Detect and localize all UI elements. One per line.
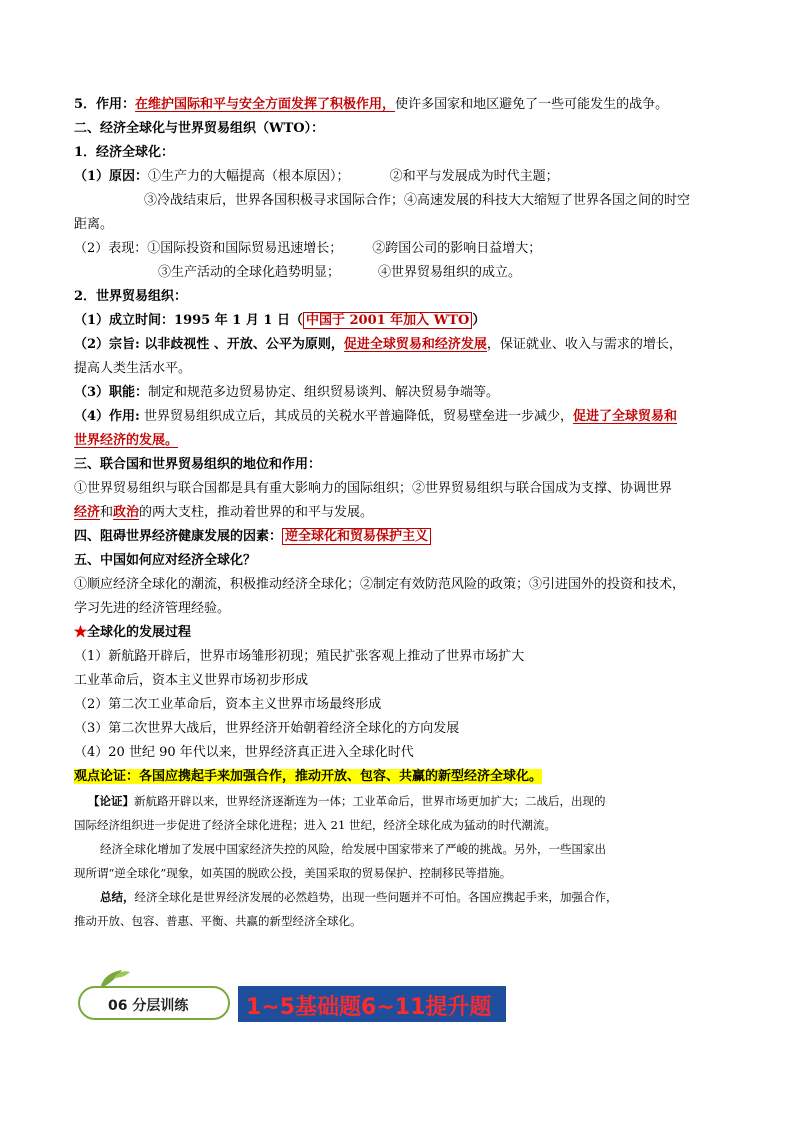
line-process-1b: 工业革命后，资本主义世界市场初步形成: [74, 673, 309, 688]
heading-section-3: 三、联合国和世界贸易组织的地位和作用：: [74, 457, 322, 472]
heading-section-2: 二、经济全球化与世界贸易组织（WTO）：: [74, 121, 325, 136]
line-process-3: （3）第二次世界大战后，世界经济开始朝着经济全球化的方向发展: [74, 721, 460, 736]
line-process-2: （2）第二次工业革命后，资本主义世界市场最终形成: [74, 697, 382, 712]
line-pillars: 经济和政治的两大支柱，推动着世界的和平与发展。: [74, 505, 374, 520]
line-functions: （3）职能：制定和规范多边贸易协定、组织贸易谈判、解决贸易争端等。: [74, 385, 500, 400]
star-icon: ★: [74, 625, 88, 640]
line-response-2: 学习先进的经济管理经验。: [74, 601, 231, 616]
line-process-4: （4）20 世纪 90 年代以来，世界经济真正进入全球化时代: [74, 745, 414, 760]
heading-wto: 2．世界贸易组织：: [74, 289, 188, 304]
argument-p3-line1: 总结，经济全球化是世界经济发展的必然趋势，出现一些问题并不可怕。各国应携起手来，加强合作，: [100, 890, 618, 904]
argument-p1-line2: 国际经济组织进一步促进了经济全球化进程；进入 21 世纪，经济全球化成为猛动的时代潮流。: [74, 818, 556, 832]
line-manifest-2: ③生产活动的全球化趋势明显； ④世界贸易组织的成立。: [158, 265, 522, 280]
line-status: ①世界贸易组织与联合国都是具有重大影响力的国际组织；②世界贸易组织与联合国成为支撑、协调世界: [74, 481, 673, 496]
line-causes: （1）原因：①生产力的大幅提高（根本原因）； ②和平与发展成为时代主题；: [74, 169, 559, 184]
line-role: 5．作用：在维护国际和平与安全方面发挥了积极作用，使许多国家和地区避免了一些可能发生的战争。: [74, 97, 669, 112]
argument-p2-line2: 现所谓“逆全球化”现象，如英国的脱欧公投，美国采取的贸易保护、控制移民等措施。: [74, 866, 512, 880]
line-role-wto: （4）作用: 世界贸易组织成立后，其成员的关税水平普遍降低，贸易壁垒进一步减少，促进了全球贸易和: [74, 409, 678, 424]
section-tag: 06 分层训练: [78, 986, 230, 1020]
line-manifest: （2）表现：①国际投资和国际贸易迅速增长； ②跨国公司的影响日益增大；: [74, 241, 542, 256]
viewpoint-line: 观点论证：各国应携起手来加强合作，推动开放、包容、共赢的新型经济全球化。: [74, 769, 543, 784]
heading-section-5: 五、中国如何应对经济全球化？: [74, 553, 257, 568]
line-purpose: （2）宗旨: 以非歧视性 、开放、公平为原则，促进全球贸易和经济发展，保证就业、收入与需求的增长，: [74, 337, 682, 352]
line-distance: 距离。: [74, 217, 114, 232]
line-causes-2: ③冷战结束后，世界各国积极寻求国际合作；④高速发展的科技大大缩短了世界各国之间的时空: [144, 193, 691, 208]
heading-globalization: 1．经济全球化：: [74, 145, 175, 160]
heading-section-4: 四、阻碍世界经济健康发展的因素： 逆全球化和贸易保护主义: [74, 528, 431, 546]
line-response: ①顺应经济全球化的潮流，积极推动经济全球化；②制定有效防范风险的政策；③引进国外的投资和技术，: [74, 577, 686, 592]
heading-process: ★全球化的发展过程: [74, 625, 192, 640]
line-process-1: （1）新航路开辟后，世界市场雏形初现；殖民扩张客观上推动了世界市场扩大: [74, 649, 525, 664]
section-banner: 1~5基础题6~11提升题: [238, 986, 506, 1022]
line-purpose-2: 提高人类生活水平。: [74, 361, 192, 376]
argument-p3-line2: 推动开放、包容、普惠、平衡、共赢的新型经济全球化。: [74, 914, 362, 928]
line-role-wto-2: 世界经济的发展。: [74, 433, 179, 448]
argument-p1-line1: 【论证】新航路开辟以来，世界经济逐渐连为一体；工业革命后，世界市场更加扩大；二战后，出现的: [88, 794, 606, 808]
argument-p2-line1: 经济全球化增加了发展中国家经济失控的风险，给发展中国家带来了严峻的挑战。另外，一些国家出: [100, 842, 606, 856]
line-founded: （1）成立时间：1995 年 1 月 1 日（ 中国于 2001 年加入 WTO ）: [74, 313, 486, 328]
